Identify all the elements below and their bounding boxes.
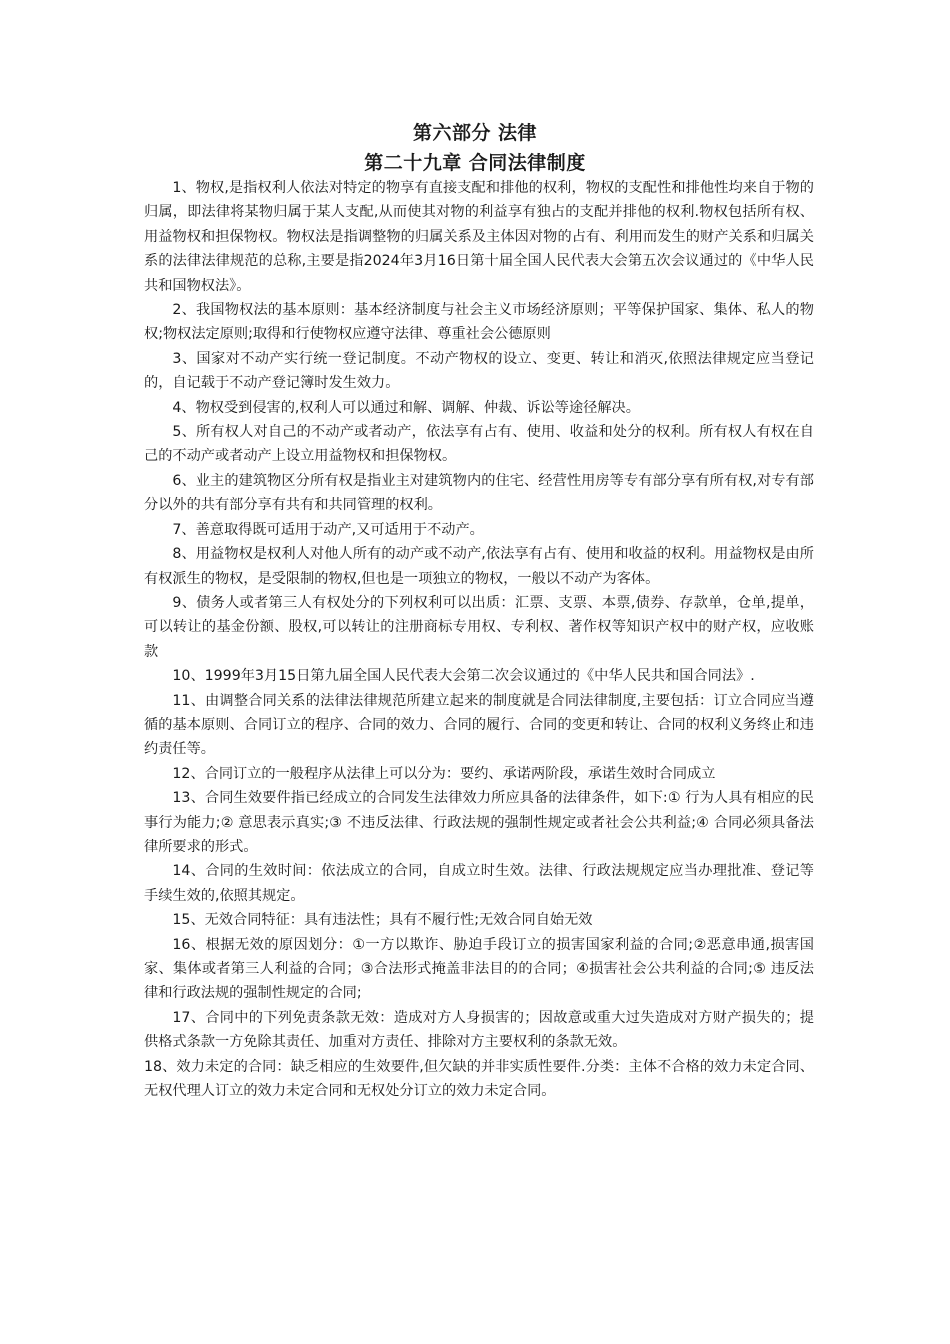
paragraph-18: 18、效力未定的合同：缺乏相应的生效要件,但欠缺的并非实质性要件.分类：主体不合格的效力未定合同、无权代理人订立的效力未定合同和无权处分订立的效力未定合同。 — [144, 1058, 814, 1100]
paragraph-6: 6、业主的建筑物区分所有权是指业主对建筑物内的住宅、经营性用房等专有部分享有所有权,对专有部分以外的共有部分享有共有和共同管理的权利。 — [144, 472, 814, 514]
paragraph-12: 12、合同订立的一般程序从法律上可以分为：要约、承诺两阶段，承诺生效时合同成立 — [172, 765, 716, 782]
paragraph-11: 11、由调整合同关系的法律法律规范所建立起来的制度就是合同法律制度,主要包括：订立合同应当遵循的基本原则、合同订立的程序、合同的效力、合同的履行、合同的变更和转让、合同的权利义务终止和违约责任等。 — [144, 692, 814, 758]
paragraph-17: 17、合同中的下列免责条款无效：造成对方人身损害的；因故意或重大过失造成对方财产损失的；提供格式条款一方免除其责任、加重对方责任、排除对方主要权利的条款无效。 — [144, 1009, 814, 1051]
paragraph-10: 10、1999年3月15日第九届全国人民代表大会第二次会议通过的《中华人民共和国合同法》. — [172, 668, 755, 685]
document-body — [144, 176, 814, 1103]
paragraph-9: 9、债务人或者第三人有权处分的下列权利可以出质：汇票、支票、本票,债券、存款单，仓单,提单，可以转让的基金份额、股权,可以转让的注册商标专用权、专利权、著作权等知识产权中的财产权，应收账款 — [144, 594, 814, 660]
paragraph-2: 2、我国物权法的基本原则：基本经济制度与社会主义市场经济原则；平等保护国家、集体、私人的物权;物权法定原则;取得和行使物权应遵守法律、尊重社会公德原则 — [144, 302, 814, 343]
paragraph-3: 3、国家对不动产实行统一登记制度。不动产物权的设立、变更、转让和消灭,依照法律规定应当登记的，自记载于不动产登记簿时发生效力。 — [144, 350, 814, 392]
title-block — [0, 118, 950, 178]
paragraph-5: 5、所有权人对自己的不动产或者动产，依法享有占有、使用、收益和处分的权利。所有权人有权在自己的不动产或者动产上设立用益物权和担保物权。 — [144, 424, 814, 465]
paragraph-13: 13、合同生效要件指已经成立的合同发生法律效力所应具备的法律条件，如下:① 行为人具有相应的民事行为能力;② 意思表示真实;③ 不违反法律、行政法规的强制性规定或者社会公共利益;④ 合同必须具备法律所要求的形式。 — [144, 790, 814, 855]
paragraph-16: 16、根据无效的原因划分：①一方以欺诈、胁迫手段订立的损害国家利益的合同;②恶意串通,损害国家、集体或者第三人利益的合同；③合法形式掩盖非法目的的合同；④损害社会公共利益的合同;⑤ 违反法律和行政法规的强制性规定的合同; — [144, 936, 814, 1002]
part-title: 第六部分 法律 — [412, 122, 538, 144]
paragraph-15: 15、无效合同特征：具有违法性；具有不履行性;无效合同自始无效 — [172, 912, 593, 929]
paragraph-8: 8、用益物权是权利人对他人所有的动产或不动产,依法享有占有、使用和收益的权利。用益物权是由所有权派生的物权，是受限制的物权,但也是一项独立的物权，一般以不动产为客体。 — [144, 546, 814, 587]
paragraph-7: 7、善意取得既可适用于动产,又可适用于不动产。 — [172, 521, 484, 538]
paragraph-1: 1、物权,是指权利人依法对特定的物享有直接支配和排他的权利，物权的支配性和排他性均来自于物的归属，即法律将某物归属于某人支配,从而使其对物的利益享有独占的支配并排他的权利.物权包括所有权、用益物权和担保物权。物权法是指调整物的归属关系及主体因对物的占有、利用而发生的财产关系和归属关系的法律法律规范的总称,主要是指2024年3月16日第十届全国人民代表大会第五次会议通过的《中华人民共和国物权法》。 — [144, 180, 814, 294]
chapter-title: 第二十九章 合同法律制度 — [364, 152, 586, 174]
paragraph-14: 14、合同的生效时间：依法成立的合同，自成立时生效。法律、行政法规规定应当办理批准、登记等手续生效的,依照其规定。 — [144, 863, 814, 904]
paragraph-4: 4、物权受到侵害的,权利人可以通过和解、调解、仲裁、诉讼等途径解决。 — [172, 399, 640, 416]
